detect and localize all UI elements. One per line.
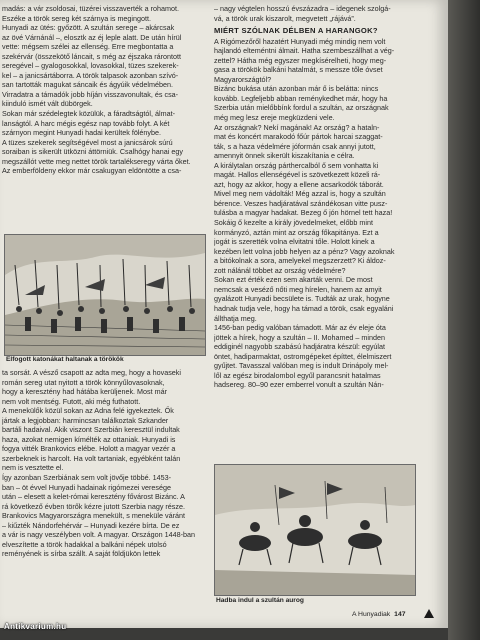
right-body-text-line: Bizánc bukása után azonban már ő is belátta: nincs bbox=[214, 84, 379, 94]
right-body-text-line: hajlandó elteméntni álmait. Hatha szembeszállhat a vég- bbox=[214, 46, 395, 56]
left-top-text-line: A tüzes szekerek segítségével most a janicsárok súrú bbox=[2, 137, 173, 147]
left-top-text-line: Virradatra a támadók jobb híján visszavonultak, és csa- bbox=[2, 89, 179, 99]
left-lower-text-line: jártak a legjobban: harmincsan találkoztak Szkander bbox=[2, 415, 169, 425]
left-lower-text-line: bartáli hadaival. Akik viszont Szerbián keresztül indultak bbox=[2, 425, 180, 435]
right-body-text-line: Sokáig ő kezelte a király jövedelmeket, előbb mint bbox=[214, 218, 374, 228]
left-lower-text-line: hogy a keresztény had hátába kerüljenek. Most már bbox=[2, 387, 168, 397]
right-body-text-line: eddiginél nagyobb szabású hadjáratra készül: egyúlat bbox=[214, 342, 386, 352]
left-lower-text-line: román sereg utat nyitott a török könnyűlovasoknak, bbox=[2, 377, 165, 387]
left-lower-text-line: A menekülők közül sokan az Adna felé igyekeztek. Ők bbox=[2, 406, 174, 416]
right-body-text-line: nemcsak a veséző nőti meg hírelen, hanem az amyit bbox=[214, 284, 382, 294]
right-body-text-line: A királytalan ország párthercalból ő sem vonhatta ki bbox=[214, 160, 379, 170]
right-body-text-line: jogát is szerették volna elvitatni tőle. Holott kinek a bbox=[214, 237, 375, 247]
right-body-text-line: tulásba a magyar hadakat. Bezeg ő jón hörnel tett haza! bbox=[214, 208, 393, 218]
right-body-text-line: még meg lesz ereje megküzdeni vele. bbox=[214, 113, 335, 123]
right-body-text-line: magát. Hallos ellenségével is szövetkezett közeli rá- bbox=[214, 170, 381, 180]
left-lower-text-line: Így azonban Szerbiának sem volt jövője többé. 1453- bbox=[2, 473, 172, 483]
right-body-text-line: a bitókolnak a sora, amelyekel megszerzett? Ki áldoz- bbox=[214, 256, 386, 266]
right-body-text-line: Magyarországtól? bbox=[214, 74, 272, 84]
right-column bbox=[214, 4, 420, 390]
figure-caption-sultan: Hadba indul a szultán aurog bbox=[216, 597, 304, 604]
left-top-text-line: kiinduló ismét vált dübörgek. bbox=[2, 99, 93, 109]
right-body-text-line: azt, hogy az akkor, hogy a ellene acsarkodók táborát. bbox=[214, 179, 384, 189]
left-lower-text-line: elveszítette a török hadakkal a balkáni népek utolsó bbox=[2, 539, 167, 549]
left-lower-text-line: a vár is nagy veszélyben volt. A magyar. Országon 1448-ban bbox=[2, 530, 195, 540]
right-body-text-line: ták, s a haza védelmére jóformán csak annyi jutott, bbox=[214, 141, 376, 151]
engraving-sultan-figure bbox=[214, 464, 416, 596]
right-body-text-line: Az országnak? Nekí magának! Az ország? a hataln- bbox=[214, 122, 380, 132]
right-top-text-line: vá, a török urak kiszarolt, megvetett „rájává”. bbox=[214, 13, 356, 23]
right-top-text-line: – nagy végtelen hosszú évszázadra – idegenek szolgá- bbox=[214, 4, 391, 13]
right-body-text-line: kovább. Legfeljebb abban reménykedhet már, hogy ha bbox=[214, 93, 388, 103]
right-body-text-line: zott nálánál többet az ország védelmére? bbox=[214, 265, 346, 275]
left-top-text-line: san tartották magukat sáncaik és ágyúik védelmében. bbox=[2, 80, 173, 90]
left-top-text-line: Hunyadi az ütés: győzött. A szultán serege – akárcsak bbox=[2, 23, 175, 33]
right-body-text-line: 1456-ban pedig valóban támadott. Már az év eleje óta bbox=[214, 323, 386, 333]
left-lower-text-line: Brankovics Magyarországra menekült, s meneküle váránt bbox=[2, 511, 185, 521]
engraving-captives-illustration bbox=[5, 235, 205, 355]
figure-caption-captives: Elfogott katonákat haltanak a törökök bbox=[6, 356, 124, 363]
right-body-text-line: hadnak tudja vele, hogy ha támad a török, csak egyaláni bbox=[214, 303, 394, 313]
left-lower-text-line: reményének is sírba szállt. A saját földjükön lettek bbox=[2, 549, 161, 559]
left-top-text-line: madás: a vár zsoldosai, tüzérei visszaverték a rohamot. bbox=[2, 4, 179, 13]
page-edge bbox=[448, 0, 480, 640]
right-body-text-line: bérence. Veszes hadjáratával szándékosan vitte pusz- bbox=[214, 198, 388, 208]
left-lower-text-line: után – elesett a kelet-római keresztény fővárost Bizánc. A bbox=[2, 492, 185, 502]
running-title: A Hunyadiak bbox=[352, 611, 391, 618]
page-footer bbox=[352, 611, 406, 618]
left-top-text-line: lanságtól. A harc mégis egész nap tovább folyt. A két bbox=[2, 118, 170, 128]
left-column-lower bbox=[2, 368, 202, 559]
right-body-text-line: Sokan ezt érték ezen sem akarták venni. De most bbox=[214, 275, 373, 285]
page-number: 147 bbox=[394, 611, 406, 618]
right-body-text-line: Mivel meg nem vádolták! Még azzal is, hogy a szultán bbox=[214, 189, 386, 199]
right-body-text-line: öntet, hadiparmaktat, ostromgépeket építtet, élelmiszert bbox=[214, 351, 392, 361]
left-lower-text-line: fogya vitték Brankovics elébe. Holott a magyar vezér a bbox=[2, 444, 176, 454]
left-top-text-line: seregével – gyalogosokkal, lovasokkal, tüzes szekerek- bbox=[2, 61, 179, 71]
right-body-text-line: zettel? Hátha még egyszer megkísérelheti, hogy meg- bbox=[214, 55, 387, 65]
left-lower-text-line: haza, azokat nemigen kímélték az ottaniak. Hunyadi is bbox=[2, 434, 176, 444]
engraving-sultan-illustration bbox=[215, 465, 415, 595]
left-top-text-line: vette: mégsem szélei az ellenség. Erre megbontatta a bbox=[2, 42, 174, 52]
right-body-text-line: gyűjtet. Tavasszal valóban meg is indult Drinápoly mel- bbox=[214, 361, 389, 371]
section-heading: MIÉRT SZÓLNAK DÉLBEN A HARANGOK? bbox=[214, 26, 378, 36]
right-body-text-line: hadsereg. 80–90 ezer emberrel vonult a szultán Nán- bbox=[214, 380, 384, 390]
right-body-text-line: kormányzó, aztán mint az ország főkapitánya. Ezt a bbox=[214, 227, 379, 237]
left-top-text-line: soraiban is sikerült ütközni áttörniük. Csalhógy hanai egy bbox=[2, 147, 183, 157]
right-body-text-line: amennyit önnek sikerült kiszakítania e célra. bbox=[214, 151, 355, 161]
right-body-text-line: Szerbia után mielőbbínk fordul a szultán, az országnak bbox=[214, 103, 389, 113]
watermark: Antikvarium.hu bbox=[4, 622, 67, 631]
left-top-text-line: Sokan már szédelegtek közülük, a fáradtságtól, álmat- bbox=[2, 109, 175, 119]
triangle-marker-icon bbox=[424, 609, 434, 618]
right-body-text-line: jöttek a hírek, hogy a szultán – II. Mohamed – minden bbox=[214, 332, 385, 342]
right-body-text-line: lől az egész birodalombol egyűl parancsnit hatalmas bbox=[214, 370, 381, 380]
left-lower-text-line: nem is vesztette el. bbox=[2, 463, 64, 473]
left-lower-text-line: – kiűzték Nándorfehérvár – Hunyadi kezére bírta. De ez bbox=[2, 520, 180, 530]
right-body-text-line: mat és koncért marakodó főúr pártok harcai szaggat- bbox=[214, 132, 383, 142]
right-body-text-line: gyalázott Hunyadi becsülete is. Tudták az urak, hogyne bbox=[214, 294, 390, 304]
left-top-text-line: az övé Várnánál –, elosztk az éj leple alatt. De után hírül bbox=[2, 32, 182, 42]
left-column-top bbox=[2, 4, 202, 176]
left-top-text-line: szárnyon megint Hunyadi hadai kerültek fölénybe. bbox=[2, 128, 162, 138]
left-lower-text-line: szerbeknek is harcolt. Ha volt tartaniak, egyébként talán bbox=[2, 453, 181, 463]
left-top-text-line: kel – a janicsártáborra. A török talpasok azonban szívó- bbox=[2, 70, 179, 80]
left-top-text-line: Az emberföldeny ekkor már csakugyan eldöntötte a csa- bbox=[2, 166, 182, 176]
left-top-text-line: Eszéke a török sereg két szárnya is megingott. bbox=[2, 13, 152, 23]
left-top-text-line: megszállót vette meg nettet török tartalékseregy várta őket. bbox=[2, 156, 191, 166]
right-body-text-line: kezében lett volna jobb helyen az a pénz? Vagy azoknak bbox=[214, 246, 395, 256]
left-lower-text-line: rá következő évben törők kézre jutott Szerbia nagy része. bbox=[2, 501, 185, 511]
right-body-text-line: állthatja meg. bbox=[214, 313, 257, 323]
left-lower-text-line: ta sorsát. A vésző csapott az adta meg, hogy a hovaseki bbox=[2, 368, 181, 377]
left-lower-text-line: nem volt mentség. Futott, aki még futhatott. bbox=[2, 396, 141, 406]
right-body-text-line: A Rigómezőről hazatért Hunyadi még mindig nem volt bbox=[214, 36, 386, 46]
left-lower-text-line: ban – öt évvel Hunyadi hadainak rigómezei veresége bbox=[2, 482, 172, 492]
engraving-captives-figure bbox=[4, 234, 206, 356]
left-top-text-line: szekérvár (összekötő láncait, s még az éjszaka rárontott bbox=[2, 51, 181, 61]
right-body-text-line: gasa a törökök balkáni hatalmát, s messze tőle óvset bbox=[214, 65, 383, 75]
